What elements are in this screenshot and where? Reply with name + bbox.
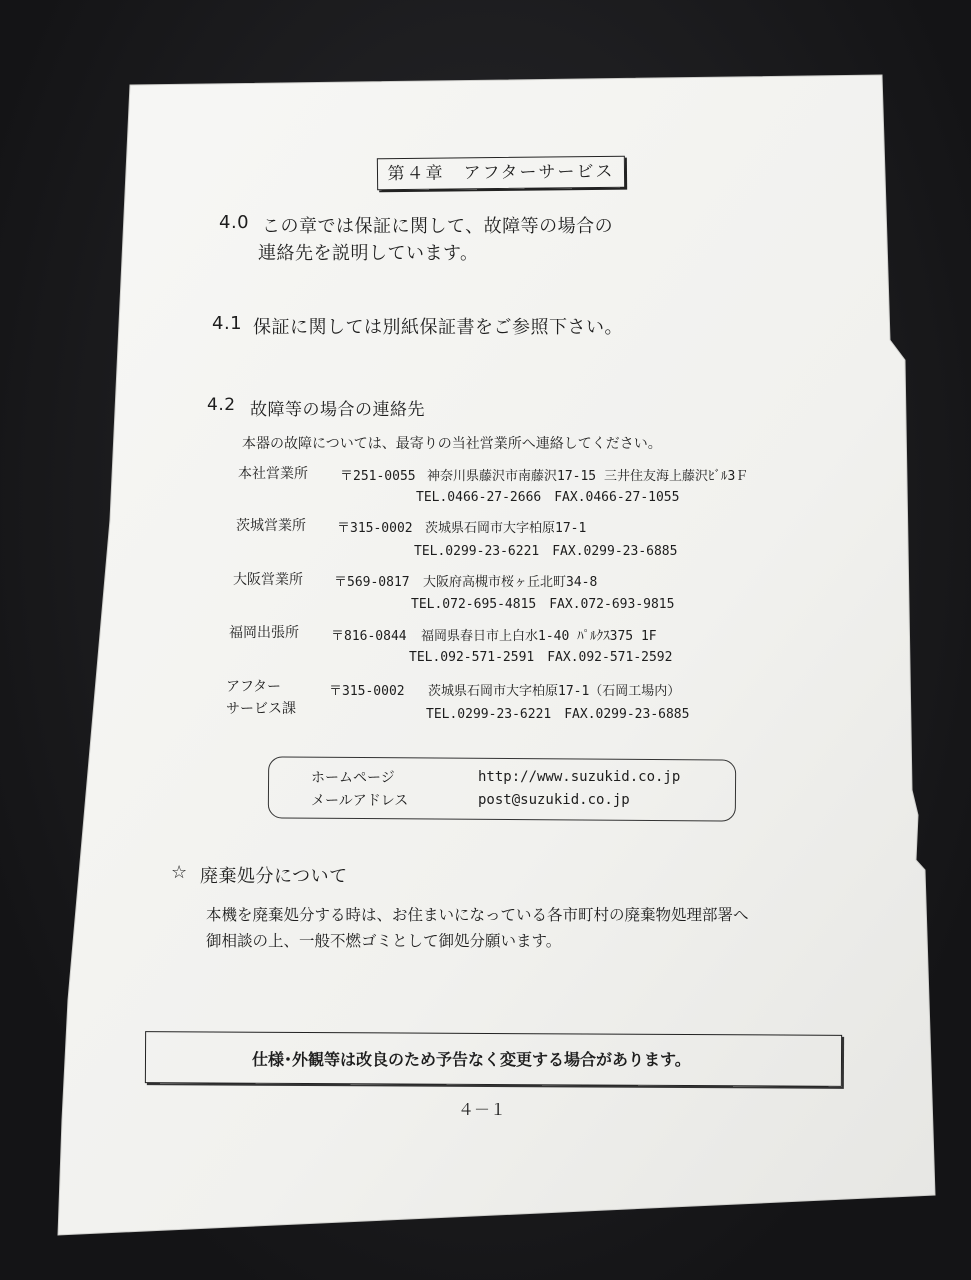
office-name-line2: サービス課: [226, 701, 296, 717]
section-4-2-heading: 故障等の場合の連絡先: [250, 400, 425, 420]
office-name: 大阪営業所: [233, 572, 303, 588]
section-4-1-text: 保証に関しては別紙保証書をご参照下さい。: [253, 317, 623, 338]
office-phones: TEL.092-571-2591 FAX.092-571-2592: [409, 650, 673, 665]
office-name: 福岡出張所: [229, 625, 299, 641]
section-4-0-line1: この章では保証に関して、故障等の場合の: [262, 216, 614, 237]
office-phones: TEL.0466-27-2666 FAX.0466-27-1055: [416, 490, 680, 505]
chapter-title: 第４章 アフターサービス: [377, 156, 625, 191]
office-name: 茨城営業所: [236, 518, 306, 534]
office-name-line1: アフター: [226, 679, 282, 695]
office-phones: TEL.0299-23-6221 FAX.0299-23-6885: [426, 707, 690, 722]
homepage-url[interactable]: http://www.suzukid.co.jp: [478, 769, 681, 785]
disposal-line2: 御相談の上、一般不燃ゴミとして御処分願います。: [206, 932, 562, 950]
office-name: 本社営業所: [238, 466, 308, 482]
office-address: 茨城県石岡市大字柏原17-1: [425, 521, 587, 536]
office-postal: 〒251-0055: [340, 469, 416, 484]
section-4-2-intro: 本器の故障については、最寄りの当社営業所へ連絡してください。: [242, 436, 662, 452]
office-phones: TEL.0299-23-6221 FAX.0299-23-6885: [414, 544, 678, 559]
page-number: ４－１: [458, 1100, 507, 1119]
office-postal: 〒315-0002: [337, 521, 413, 536]
homepage-label: ホームページ: [311, 770, 395, 786]
office-address: 福岡県春日市上白水1-40 ﾊﾟﾙｸｽ375 1F: [421, 629, 657, 644]
office-postal: 〒569-0817: [334, 575, 410, 590]
section-4-0-number: 4.0: [219, 212, 250, 233]
office-address: 大阪府高槻市桜ヶ丘北町34-8: [423, 575, 598, 590]
office-address: 茨城県石岡市大字柏原17-1（石岡工場内）: [428, 684, 681, 699]
disposal-line1: 本機を廃棄処分する時は、お住まいになっている各市町村の廃棄物処理部署へ: [206, 906, 749, 924]
office-postal: 〒816-0844: [331, 629, 407, 644]
email-address[interactable]: post@suzukid.co.jp: [478, 792, 630, 808]
office-phones: TEL.072-695-4815 FAX.072-693-9815: [411, 597, 675, 612]
section-4-0-line2: 連絡先を説明しています。: [258, 243, 479, 264]
section-4-1-number: 4.1: [212, 313, 243, 334]
star-icon: ☆: [171, 862, 188, 883]
email-label: メールアドレス: [311, 793, 409, 809]
office-address: 神奈川県藤沢市南藤沢17-15 三井住友海上藤沢ﾋﾞﾙ3Ｆ: [427, 469, 749, 484]
office-postal: 〒315-0002: [329, 684, 405, 699]
notice-text: 仕様･外観等は改良のため予告なく変更する場合があります。: [252, 1050, 691, 1069]
section-4-2-number: 4.2: [207, 395, 236, 415]
disposal-heading: 廃棄処分について: [200, 866, 348, 887]
